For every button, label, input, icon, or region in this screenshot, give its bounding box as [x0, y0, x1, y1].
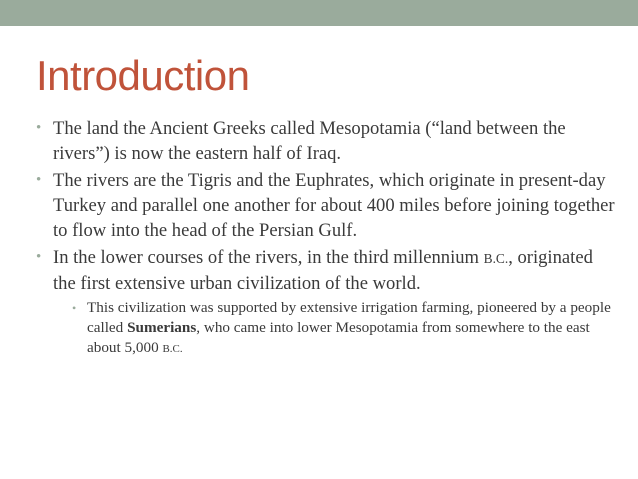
bullet-text: The land the Ancient Greeks called Mesopotamia (“land between the rivers”) is now the eastern half of Iraq. [53, 118, 566, 164]
bullet-item-3 [36, 245, 616, 359]
bullet-text-end: , originated the first extensive urban civilization of the world. [53, 247, 593, 294]
slide-title: Introduction [36, 52, 250, 99]
era-abbreviation: B.C. [483, 251, 509, 266]
bullet-icon: • [36, 120, 42, 136]
sub-bullet-icon: • [72, 301, 77, 315]
era-abbreviation: B.C. [162, 343, 183, 355]
sub-bullet-text-mid: , who came into lower Mesopotamia from somewhere to the east about 5,000 [87, 319, 590, 356]
bullet-text: The rivers are the Tigris and the Euphrates, which originate in present-day Turkey and parallel one another for about 400 miles before joining together to flow into the head of the Persian Gulf. [53, 170, 615, 241]
sub-bullet-text-start: This civilization was supported by extensive irrigation farming, pioneered by a people called [87, 299, 611, 336]
bullet-icon: • [36, 249, 42, 265]
bullet-icon: • [36, 172, 42, 188]
top-accent-bar [0, 0, 638, 26]
sumerians-bold: Sumerians [127, 319, 197, 336]
sub-bullet-item [53, 298, 616, 359]
bullet-item-1 [36, 116, 616, 166]
slide-body [36, 116, 616, 361]
bullet-list [36, 116, 616, 359]
bullet-text-start: In the lower courses of the rivers, in the third millennium [53, 247, 484, 268]
sub-bullet-list [53, 298, 616, 359]
bullet-item-2 [36, 168, 616, 243]
